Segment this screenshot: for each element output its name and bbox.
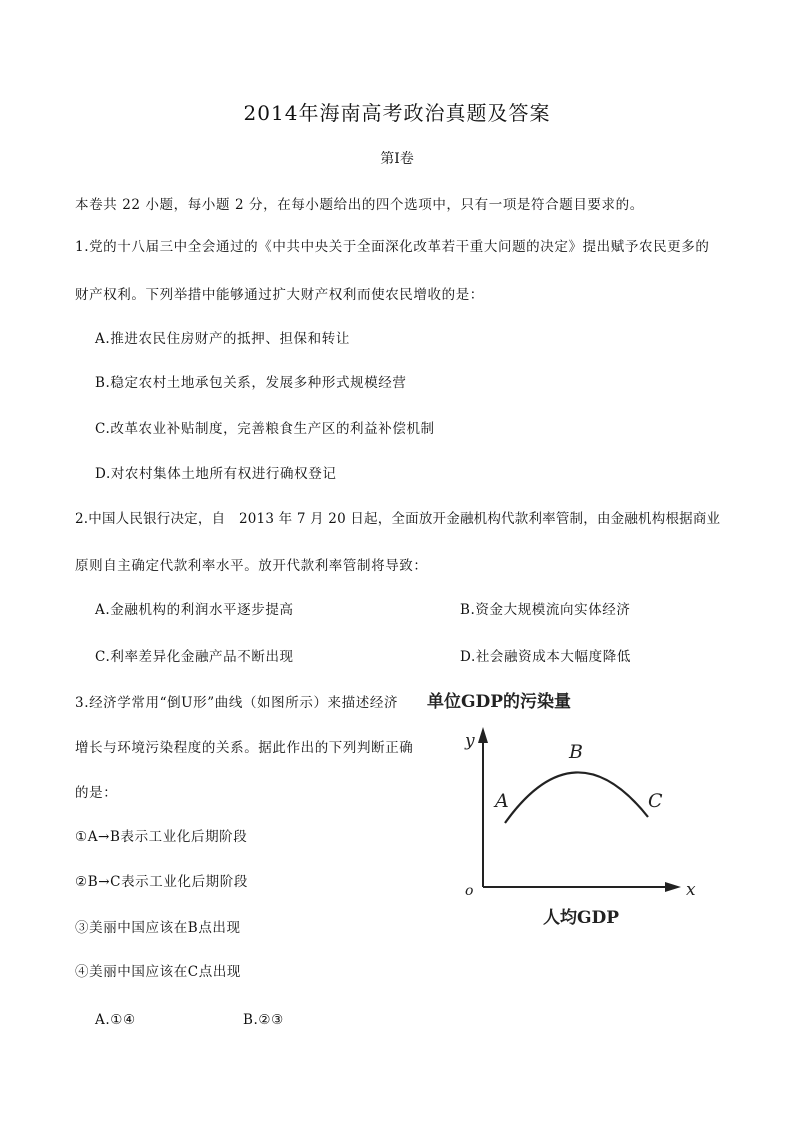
- q1-option-b: B.稳定农村土地承包关系，发展多种形式规模经营: [95, 375, 407, 391]
- q3-statement-1: ①A→B表示工业化后期阶段: [75, 829, 248, 845]
- curve: [505, 772, 648, 823]
- x-axis-label: x: [686, 880, 696, 900]
- inverted-u-curve-figure: [415, 685, 715, 935]
- q3-statement-2: ②B→C表示工业化后期阶段: [75, 874, 248, 890]
- y-axis-label: y: [465, 731, 475, 751]
- point-c-label: C: [648, 790, 663, 812]
- q3-stem-line3: 的是：: [75, 785, 118, 801]
- q1-option-c: C.改革农业补贴制度，完善粮食生产区的利益补偿机制: [95, 421, 435, 437]
- q2-stem-line1: 2.中国人民银行决定，自 2013 年 7 月 20 日起，全面放开金融机构代款利率管制，由金融机构根据商业: [75, 511, 721, 527]
- page-title: 2014年海南高考政治真题及答案: [243, 101, 551, 125]
- q3-option-b: B.②③: [243, 1012, 284, 1028]
- x-axis-title: 人均GDP: [543, 908, 620, 928]
- x-axis-arrow-icon: [665, 882, 681, 892]
- y-axis-arrow-icon: [478, 727, 488, 743]
- q1-option-d: D.对农村集体土地所有权进行确权登记: [95, 466, 337, 482]
- q1-option-a: A.推进农民住房财产的抵押、担保和转让: [95, 331, 350, 347]
- q2-option-d: D.社会融资成本大幅度降低: [460, 649, 631, 665]
- q3-statement-3: ③美丽中国应该在B点出现: [75, 920, 241, 936]
- point-b-label: B: [569, 741, 583, 763]
- section-heading: 第I卷: [380, 151, 414, 167]
- q1-stem-line2: 财产权利。下列举措中能够通过扩大财产权利而使农民增收的是：: [75, 287, 484, 303]
- q3-statement-4: ④美丽中国应该在C点出现: [75, 964, 242, 980]
- q3-stem-line2: 增长与环境污染程度的关系。据此作出的下列判断正确: [75, 740, 414, 756]
- figure-title: 单位GDP的污染量: [427, 692, 572, 712]
- q2-option-b: B.资金大规模流向实体经济: [460, 602, 631, 618]
- instructions: 本卷共 22 小题，每小题 2 分，在每小题给出的四个选项中，只有一项是符合题目要求的。: [75, 197, 644, 213]
- q3-stem-line1: 3.经济学常用“倒U形”曲线（如图所示）来描述经济: [75, 695, 399, 711]
- q2-option-c: C.利率差异化金融产品不断出现: [95, 649, 294, 665]
- q3-option-a: A.①④: [95, 1012, 136, 1028]
- origin-label: o: [465, 883, 474, 899]
- q2-option-a: A.金融机构的利润水平逐步提高: [95, 602, 294, 618]
- q2-stem-line2: 原则自主确定代款利率水平。放开代款利率管制将导致：: [75, 558, 428, 574]
- point-a-label: A: [495, 790, 509, 812]
- q1-stem-line1: 1.党的十八届三中全会通过的《中共中央关于全面深化改革若干重大问题的决定》提出赋予农民更多的: [75, 239, 710, 255]
